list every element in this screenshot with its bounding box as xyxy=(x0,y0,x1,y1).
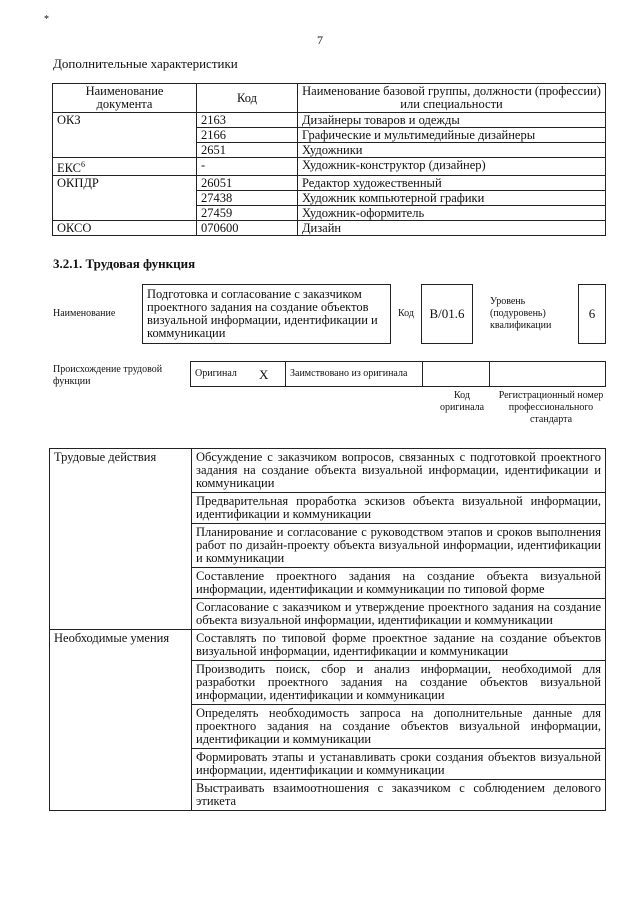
origin-table xyxy=(190,361,606,387)
table-row xyxy=(53,191,606,206)
cell-code: 070600 xyxy=(197,221,298,236)
skill-item: Производить поиск, сбор и анализ информации, необходимой для разработки проектного задания на создание объектов визуальной информации, идентификации и коммуникации xyxy=(192,661,606,705)
table-row xyxy=(53,113,606,128)
qualification-level-label: Уровень (подуровень) квалификации xyxy=(490,296,552,331)
cell-code: - xyxy=(197,158,298,176)
cell-code: 27438 xyxy=(197,191,298,206)
skills-label: Необходимые умения xyxy=(50,630,192,811)
table-row xyxy=(53,158,606,176)
skill-item: Определять необходимость запроса на дополнительные данные для проектного задания на создание объектов визуальной информации, идентификации и коммуникации xyxy=(192,705,606,749)
page-number: 7 xyxy=(317,33,323,47)
cell-name: Редактор художественный xyxy=(298,176,606,191)
cell-name: Художник-оформитель xyxy=(298,206,606,221)
labor-action-item: Согласование с заказчиком и утверждение проектного задания на создание объекта визуальной информации, идентификации и коммуникации xyxy=(192,599,606,630)
table-row xyxy=(53,176,606,191)
origin-code-cell xyxy=(423,362,490,387)
origin-label: Происхождение трудовой функции xyxy=(53,364,163,387)
cell-name: Художник компьютерной графики xyxy=(298,191,606,206)
labor-function-table xyxy=(49,448,606,811)
skill-item: Формировать этапы и устанавливать сроки создания объектов визуальной информации, идентификации и коммуникации xyxy=(192,749,606,780)
cell-doc xyxy=(53,158,197,176)
table-row xyxy=(50,449,606,493)
corner-mark: * xyxy=(44,14,49,25)
labor-action-item: Обсуждение с заказчиком вопросов, связанных с подготовкой проектного задания на создание объекта визуальной информации, идентификации и коммуникации xyxy=(192,449,606,493)
cell-doc xyxy=(53,206,197,221)
labor-action-item: Планирование и согласование с руководством этапов и сроков выполнения работ по дизайн-проекту объекта визуальной информации, идентификации и коммуникации xyxy=(192,524,606,568)
table-row xyxy=(50,630,606,661)
function-name-value: Подготовка и согласование с заказчиком проектного задания на создание объектов визуальной информации, идентификации и коммуникации xyxy=(142,284,391,344)
labor-action-item: Предварительная проработка эскизов объекта визуальной информации, идентификации и коммуникации xyxy=(192,493,606,524)
cell-name: Дизайн xyxy=(298,221,606,236)
function-code-label: Код xyxy=(398,308,414,319)
cell-code: 26051 xyxy=(197,176,298,191)
cell-code: 2166 xyxy=(197,128,298,143)
origin-code-caption: Код оригинала xyxy=(439,390,485,413)
cell-code: 27459 xyxy=(197,206,298,221)
origin-row xyxy=(191,362,606,387)
cell-doc xyxy=(53,191,197,206)
table-row xyxy=(53,143,606,158)
cell-name: Художники xyxy=(298,143,606,158)
section-title: Дополнительные характеристики xyxy=(53,56,238,71)
doc-name: ЕКС xyxy=(57,161,81,176)
cell-name: Графические и мультимедийные дизайнеры xyxy=(298,128,606,143)
labor-actions-label: Трудовые действия xyxy=(50,449,192,630)
original-mark: X xyxy=(255,362,286,387)
cell-doc: ОКСО xyxy=(53,221,197,236)
origin-reg-caption: Регистрационный номер профессионального стандарта xyxy=(498,390,604,425)
footnote-sup: 6 xyxy=(81,160,85,169)
table-header-row xyxy=(53,84,606,113)
function-code-value: B/01.6 xyxy=(421,284,473,344)
borrowed-label: Заимствовано из оригинала xyxy=(286,362,423,387)
cell-code: 2163 xyxy=(197,113,298,128)
header-doc: Наименование документа xyxy=(53,84,197,113)
additional-characteristics-table xyxy=(52,83,606,236)
qualification-level-value: 6 xyxy=(578,284,606,344)
origin-reg-cell xyxy=(490,362,606,387)
skill-item: Выстраивать взаимоотношения с заказчиком с соблюдением делового этикета xyxy=(192,780,606,811)
table-row xyxy=(53,206,606,221)
cell-doc: ОКПДР xyxy=(53,176,197,191)
header-name: Наименование базовой группы, должности (профессии) или специальности xyxy=(298,84,606,113)
cell-name: Дизайнеры товаров и одежды xyxy=(298,113,606,128)
header-code: Код xyxy=(197,84,298,113)
cell-doc: ОКЗ xyxy=(53,113,197,128)
cell-doc xyxy=(53,128,197,143)
cell-name: Художник-конструктор (дизайнер) xyxy=(298,158,606,176)
skill-item: Составлять по типовой форме проектное задание на создание объектов визуальной информации, идентификации и коммуникации xyxy=(192,630,606,661)
cell-code: 2651 xyxy=(197,143,298,158)
function-name-label: Наименование xyxy=(53,308,116,319)
subsection-title: 3.2.1. Трудовая функция xyxy=(53,256,196,271)
table-row xyxy=(53,221,606,236)
original-label: Оригинал xyxy=(191,362,256,387)
labor-action-item: Составление проектного задания на создание объекта визуальной информации, идентификации и коммуникации по типовой форме xyxy=(192,568,606,599)
cell-doc xyxy=(53,143,197,158)
table-row xyxy=(53,128,606,143)
